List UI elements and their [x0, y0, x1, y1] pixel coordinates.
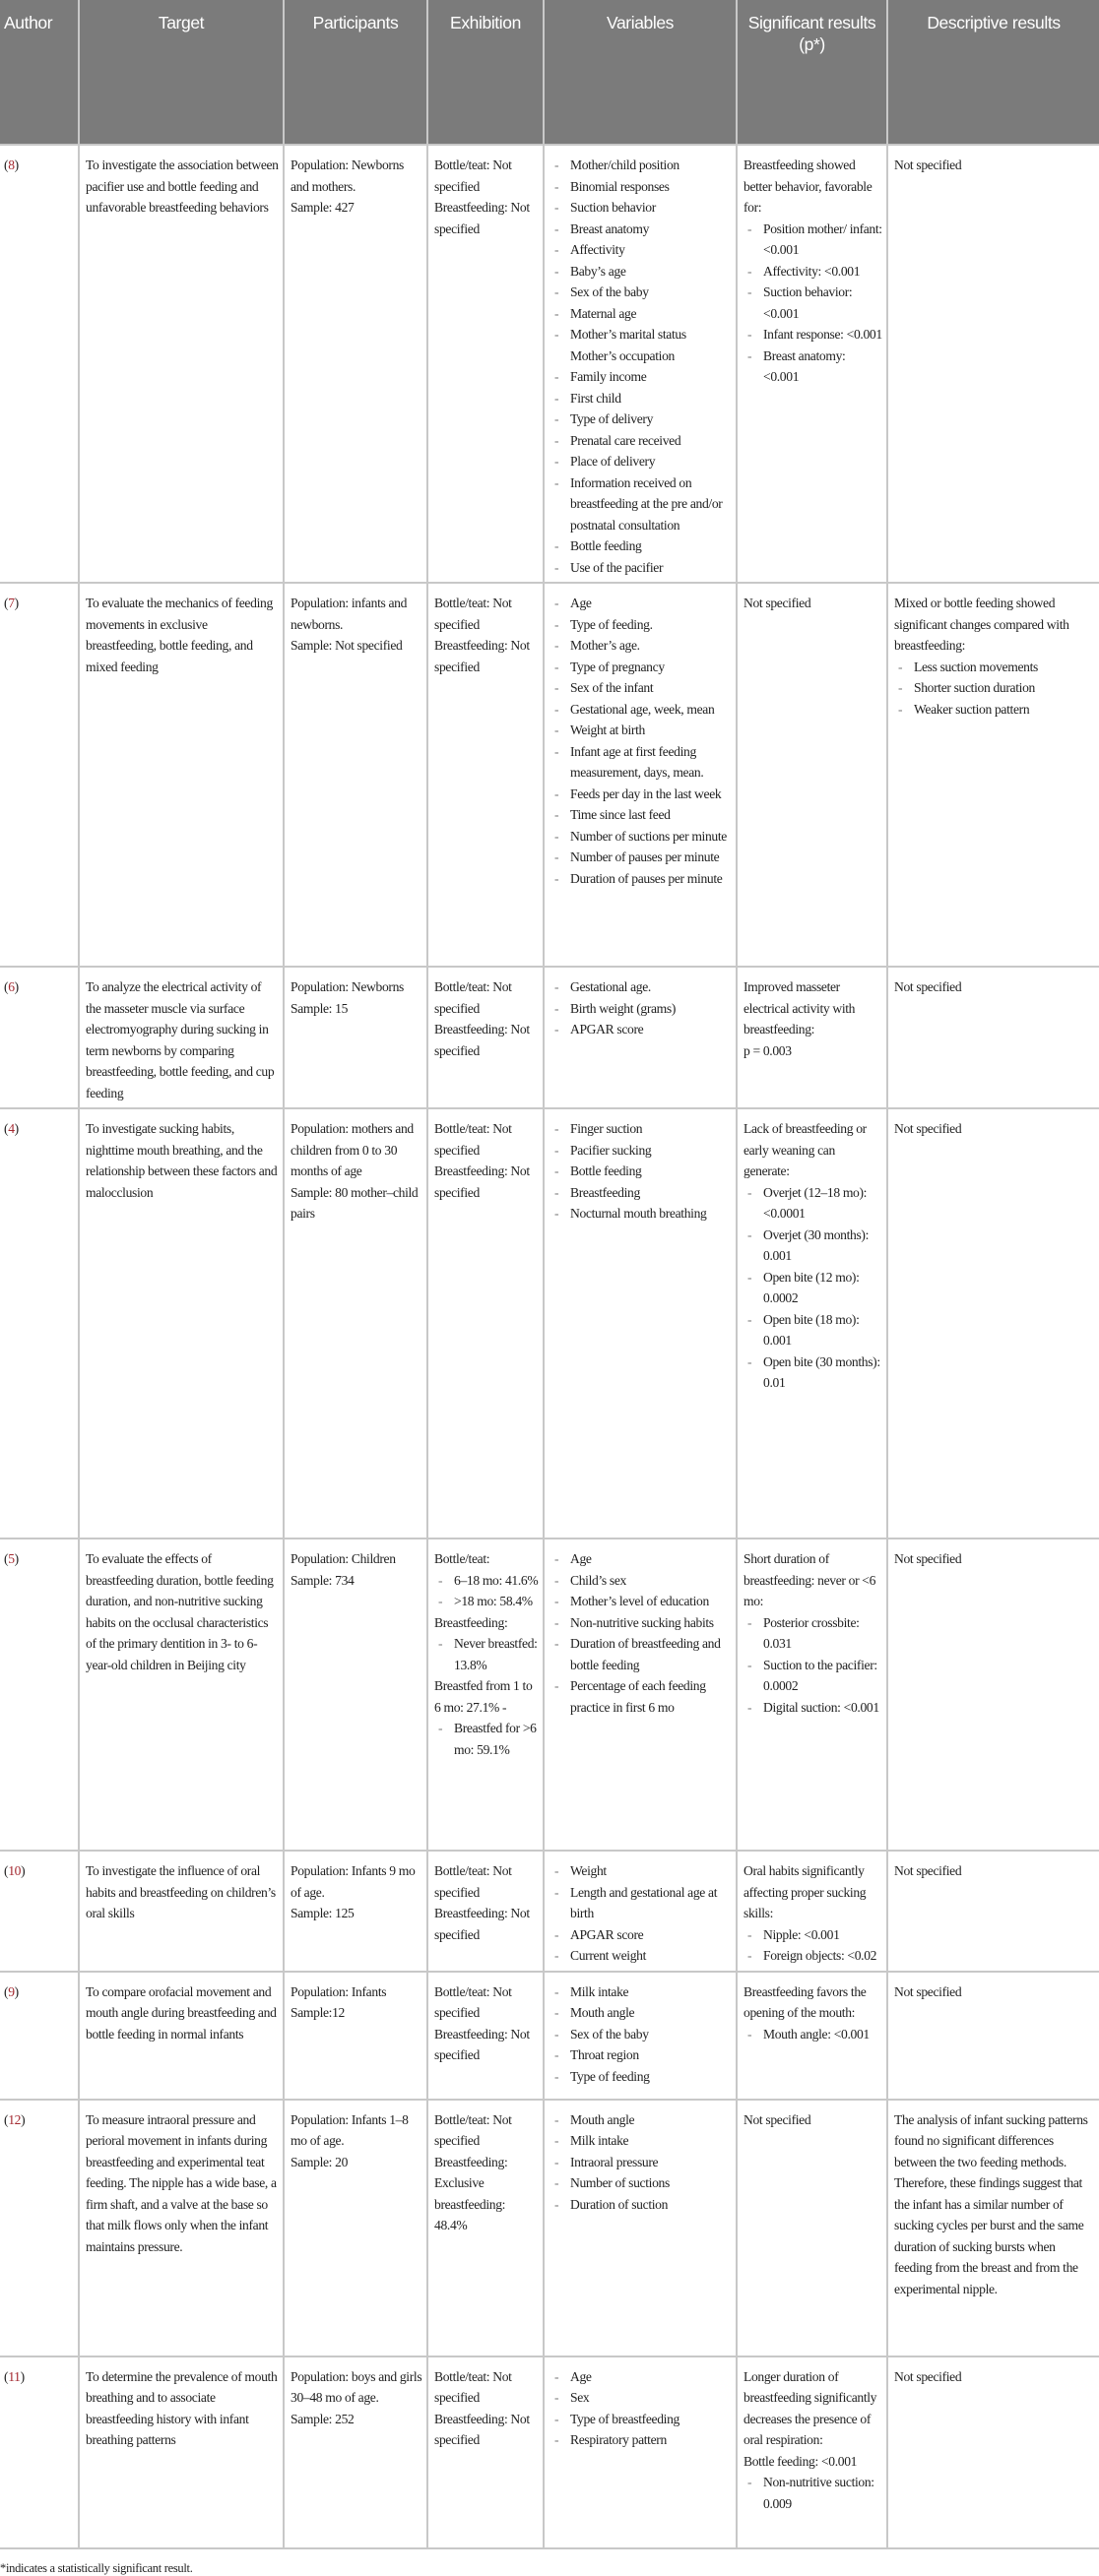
bullet-item: - Nipple: <0.001: [743, 1924, 882, 1946]
header-exhibition: Exhibition: [427, 0, 544, 145]
cell-text: Population: mothers and children from 0 to 30 months of age: [291, 1121, 414, 1178]
bullet-item: - Respiratory pattern: [550, 2429, 732, 2451]
cell-text: To investigate the association between pacifier use and bottle feeding and unfavorable breastfeeding behaviors: [86, 157, 279, 215]
cell-text: Not specified: [743, 596, 811, 610]
bullet-item: - Nocturnal mouth breathing: [550, 1203, 732, 1225]
bullet-item: - Type of feeding.: [550, 614, 732, 636]
bullet-item: - Suction to the pacifier: 0.0002: [743, 1655, 882, 1697]
target-cell: [79, 1108, 284, 1539]
cell-text: Not specified: [743, 2111, 811, 2127]
table-row: [0, 1108, 1099, 1539]
cell-text: Population: infants and newborns.: [291, 596, 408, 632]
participants-cell: [284, 1108, 427, 1539]
header-descriptive-results: Descriptive results: [887, 0, 1099, 145]
table-body: [0, 145, 1099, 2548]
descriptive-results-cell: [887, 583, 1099, 967]
significant-results-cell: [737, 583, 887, 967]
bullet-item: - Breast anatomy: <0.001: [743, 346, 882, 388]
bullet-item: - Percentage of each feeding practice in first 6 mo: [550, 1675, 732, 1718]
significant-results-cell: [737, 1539, 887, 1851]
cell-text: Breastfeeding showed better behavior, favorable for:: [743, 157, 873, 215]
bullet-item: - Mother’s marital status: [550, 324, 732, 346]
author-cell: (4): [0, 1108, 79, 1539]
table-footnote: *indicates a statistically significant result.: [0, 2560, 193, 2575]
cell-text: Mother’s occupation: [570, 347, 675, 363]
cell-text: To determine the prevalence of mouth breathing and to associate breastfeeding history with infant breathing patterns: [86, 2368, 278, 2447]
exhibition-cell: [427, 2100, 544, 2356]
descriptive-results-cell: [887, 2356, 1099, 2548]
participants-cell: [284, 2100, 427, 2356]
bullet-item: - Mouth angle: <0.001: [743, 2024, 882, 2045]
cell-text: Population: Newborns and mothers.: [291, 157, 404, 194]
bullet-item: - Milk intake: [550, 2130, 732, 2152]
bullet-item: - Type of pregnancy: [550, 657, 732, 678]
significant-results-cell: [737, 2356, 887, 2548]
cell-text: Population: Infants 1–8 mo of age.: [291, 2111, 409, 2148]
exhibition-cell: [427, 1851, 544, 1972]
cell-text: Not specified: [894, 1551, 962, 1566]
significant-results-cell: [737, 145, 887, 583]
bullet-item: - Breast anatomy: [550, 219, 732, 240]
participants-cell: [284, 1539, 427, 1851]
cell-text: Bottle/teat: Not specified: [434, 596, 512, 632]
bullet-item: - Feeds per day in the last week: [550, 784, 732, 805]
significant-results-cell: [737, 967, 887, 1108]
bullet-item: - Mother’s age.: [550, 635, 732, 657]
author-cell: (6): [0, 967, 79, 1108]
header-target: Target: [79, 0, 284, 145]
cell-text: Bottle feeding: <0.001: [743, 2453, 858, 2469]
bullet-item: - Affectivity: [550, 239, 732, 261]
bullet-item: - Place of delivery: [550, 451, 732, 472]
cell-text: Therefore, these findings suggest that the infant has a similar number of sucking cycles per burst and the same duration of sucking bursts when feeding from the breast and from the experimental nipple.: [894, 2175, 1084, 2296]
cell-text: Breastfeeding: Not specified: [434, 638, 530, 674]
bullet-item: - Gestational age.: [550, 976, 732, 998]
variables-cell: [544, 2100, 737, 2356]
bullet-item: - Mother’s level of education: [550, 1591, 732, 1612]
cell-text: Sample: 15: [291, 1000, 349, 1016]
cell-text: Population: Infants: [291, 1983, 387, 1999]
bullet-item: - Type of feeding: [550, 2066, 732, 2088]
bullet-item: - Never breastfed: 13.8%: [434, 1633, 539, 1675]
significant-results-cell: [737, 1108, 887, 1539]
participants-cell: [284, 583, 427, 967]
cell-text: To investigate the influence of oral habits and breastfeeding on children’s oral skills: [86, 1863, 276, 1920]
exhibition-cell: [427, 145, 544, 583]
bullet-item: - Baby’s age: [550, 261, 732, 283]
cell-text: To compare orofacial movement and mouth angle during breastfeeding and bottle feeding in normal infants: [86, 1983, 277, 2042]
participants-cell: [284, 1851, 427, 1972]
bullet-item: - Milk intake: [550, 1981, 732, 2003]
bullet-item: - APGAR score: [550, 1924, 732, 1946]
bullet-item: - Type of delivery: [550, 408, 732, 430]
reference-link[interactable]: 10: [8, 1863, 22, 1878]
bullet-item: - Open bite (30 months): 0.01: [743, 1351, 882, 1394]
cell-text: Breastfeeding:: [434, 1614, 508, 1630]
cell-text: Breastfed from 1 to 6 mo: 27.1% -: [434, 1678, 533, 1715]
cell-text: To evaluate the mechanics of feeding movements in exclusive breastfeeding, bottle feeding, and mixed feeding: [86, 596, 273, 674]
target-cell: [79, 2356, 284, 2548]
bullet-item: - Type of breastfeeding: [550, 2409, 732, 2430]
bullet-item: - Suction behavior: [550, 197, 732, 219]
descriptive-results-cell: [887, 145, 1099, 583]
target-cell: [79, 1851, 284, 1972]
bullet-item: - Infant age at first feeding measurement, days, mean.: [550, 741, 732, 784]
bullet-item: - Mouth angle: [550, 2002, 732, 2024]
bullet-item: - Family income: [550, 366, 732, 388]
bullet-item: - Time since last feed: [550, 804, 732, 826]
header-significant-results: Significant results (p*): [737, 0, 887, 145]
cell-text: Bottle/teat: Not specified: [434, 2111, 512, 2148]
bullet-item: - Weight at birth: [550, 720, 732, 741]
descriptive-results-cell: [887, 1972, 1099, 2100]
bullet-item: - Number of suctions per minute: [550, 826, 732, 848]
cell-text: Breastfeeding: Not specified: [434, 1163, 530, 1200]
variables-cell: [544, 1972, 737, 2100]
bullet-item: - Shorter suction duration: [894, 677, 1095, 699]
header-author: Author: [0, 0, 79, 145]
reference-link[interactable]: 4: [8, 1121, 15, 1136]
bullet-item: - Weaker suction pattern: [894, 699, 1095, 721]
table-row: [0, 1539, 1099, 1851]
bullet-item: - Duration of suction: [550, 2194, 732, 2216]
descriptive-results-cell: [887, 2100, 1099, 2356]
table-row: [0, 1972, 1099, 2100]
cell-text: Longer duration of breastfeeding significantly decreases the presence of oral respiration:: [743, 2368, 877, 2447]
target-cell: [79, 583, 284, 967]
cell-text: Not specified: [894, 157, 962, 172]
cell-text: Not specified: [894, 1121, 962, 1136]
bullet-item: - APGAR score: [550, 1019, 732, 1040]
bullet-item: - Mother/child position: [550, 155, 732, 176]
cell-text: Not specified: [894, 979, 962, 994]
bullet-item: - Duration of pauses per minute: [550, 868, 732, 890]
bullet-item: - Prenatal care received: [550, 430, 732, 452]
cell-text: Short duration of breastfeeding: never or <6 mo:: [743, 1551, 876, 1608]
bullet-item: - Sex of the baby: [550, 282, 732, 303]
reference-link[interactable]: 7: [8, 596, 15, 610]
bullet-item: - Less suction movements: [894, 657, 1095, 678]
bullet-item: - Posterior crossbite: 0.031: [743, 1612, 882, 1655]
participants-cell: [284, 145, 427, 583]
cell-text: Sample: 252: [291, 2411, 355, 2426]
variables-cell: [544, 1851, 737, 1972]
author-cell: (5): [0, 1539, 79, 1851]
target-cell: [79, 2100, 284, 2356]
bullet-item: - Throat region: [550, 2044, 732, 2066]
descriptive-results-cell: [887, 967, 1099, 1108]
exhibition-cell: [427, 583, 544, 967]
bullet-item: - Open bite (12 mo): 0.0002: [743, 1267, 882, 1309]
reference-link[interactable]: 12: [8, 2111, 22, 2127]
bullet-item: - Current weight: [550, 1945, 732, 1967]
bullet-item: - Length and gestational age at birth: [550, 1882, 732, 1924]
reference-link[interactable]: 6: [8, 979, 15, 994]
exhibition-cell: [427, 1108, 544, 1539]
author-cell: (10): [0, 1851, 79, 1972]
target-cell: [79, 145, 284, 583]
exhibition-cell: [427, 2356, 544, 2548]
bullet-item: - Information received on breastfeeding at the pre and/or: [550, 472, 732, 515]
cell-text: Population: Newborns: [291, 979, 404, 994]
bullet-item: - Overjet (30 months): 0.001: [743, 1225, 882, 1267]
cell-text: Sample: 734: [291, 1572, 355, 1588]
bullet-item: - Maternal age: [550, 303, 732, 325]
bullet-item: - Use of the pacifier: [550, 557, 732, 579]
descriptive-results-cell: [887, 1539, 1099, 1851]
header-variables: Variables: [544, 0, 737, 145]
variables-cell: [544, 967, 737, 1108]
cell-text: To measure intraoral pressure and perioral movement in infants during breastfeeding and experimental teat feeding. The nipple has a wide base, a firm shaft, and a valve at the base so that milk flows only when the infant maintains pressure.: [86, 2111, 277, 2254]
bullet-item: - >18 mo: 58.4%: [434, 1591, 539, 1612]
cell-text: postnatal consultation: [570, 517, 680, 533]
cell-text: Breastfeeding favors the opening of the mouth:: [743, 1983, 867, 2020]
bullet-item: - Digital suction: <0.001: [743, 1697, 882, 1719]
cell-text: Sample: 20: [291, 2154, 349, 2169]
significant-results-cell: [737, 1851, 887, 1972]
cell-text: Bottle/teat: Not specified: [434, 1983, 512, 2020]
table-row: [0, 583, 1099, 967]
bullet-item: - Mouth angle: [550, 2109, 732, 2131]
reference-link[interactable]: 5: [8, 1551, 15, 1566]
cell-text: Not specified: [894, 2368, 962, 2384]
cell-text: Sample: 427: [291, 200, 355, 215]
cell-text: Breastfeeding: Not specified: [434, 2411, 530, 2447]
bullet-item: - Weight: [550, 1860, 732, 1882]
participants-cell: [284, 967, 427, 1108]
header-row: [0, 0, 1099, 145]
variables-cell: [544, 1108, 737, 1539]
exhibition-cell: [427, 967, 544, 1108]
cell-text: Sample: Not specified: [291, 638, 403, 653]
exhibition-cell: [427, 1972, 544, 2100]
table-row: [0, 1851, 1099, 1972]
cell-text: To evaluate the effects of breastfeeding duration, bottle feeding duration, and non-nutritive sucking habits on the occlusal characteristics of the primary dentition in 3- to 6-year-old children in Beijing city: [86, 1551, 274, 1672]
table-row: [0, 2100, 1099, 2356]
bullet-item: - Number of pauses per minute: [550, 847, 732, 868]
bullet-item: - Infant response: <0.001: [743, 324, 882, 346]
participants-cell: [284, 1972, 427, 2100]
bullet-item: - Binomial responses: [550, 176, 732, 198]
bullet-item: - Intraoral pressure: [550, 2152, 732, 2173]
bullet-item: - First child: [550, 388, 732, 409]
bullet-item: - Finger suction: [550, 1118, 732, 1140]
bullet-item: - Number of suctions: [550, 2172, 732, 2194]
reference-link[interactable]: 9: [8, 1983, 15, 1999]
cell-text: Bottle/teat: Not specified: [434, 2368, 512, 2405]
table-row: [0, 2356, 1099, 2548]
cell-text: Breastfeeding: Not specified: [434, 1022, 530, 1058]
author-cell: (8): [0, 145, 79, 583]
bullet-item: - Position mother/ infant: <0.001: [743, 219, 882, 261]
target-cell: [79, 1972, 284, 2100]
variables-cell: [544, 1539, 737, 1851]
descriptive-results-cell: [887, 1108, 1099, 1539]
target-cell: [79, 967, 284, 1108]
cell-text: Bottle/teat: Not specified: [434, 1121, 512, 1158]
bullet-item: - Foreign objects: <0.02: [743, 1945, 882, 1967]
bullet-item: - Overjet (12–18 mo): <0.0001: [743, 1182, 882, 1225]
cell-text: Improved masseter electrical activity with breastfeeding:: [743, 979, 856, 1037]
bullet-item: - Sex: [550, 2387, 732, 2409]
cell-text: Bottle/teat: Not specified: [434, 157, 512, 194]
table-row: [0, 145, 1099, 583]
reference-link[interactable]: 8: [8, 157, 15, 172]
cell-text: Bottle/teat: Not specified: [434, 1863, 512, 1900]
cell-text: Breastfeeding: Not specified: [434, 1906, 530, 1942]
author-cell: (9): [0, 1972, 79, 2100]
bullet-item: - Age: [550, 2366, 732, 2388]
cell-text: Bottle/teat: Not specified: [434, 979, 512, 1016]
variables-cell: [544, 145, 737, 583]
author-cell: (7): [0, 583, 79, 967]
significant-results-cell: [737, 1972, 887, 2100]
bullet-item: - Child’s sex: [550, 1570, 732, 1592]
bullet-item: - Age: [550, 593, 732, 614]
bullet-item: - Sex of the infant: [550, 677, 732, 699]
bullet-item: - Bottle feeding: [550, 535, 732, 557]
variables-cell: [544, 2356, 737, 2548]
cell-text: Sample: 80 mother–child pairs: [291, 1184, 419, 1221]
bullet-item: - Birth weight (grams): [550, 998, 732, 1020]
table-row: [0, 967, 1099, 1108]
significant-results-cell: [737, 2100, 887, 2356]
cell-text: Oral habits significantly affecting proper sucking skills:: [743, 1863, 867, 1920]
bullet-item: - Non-nutritive suction: 0.009: [743, 2472, 882, 2514]
cell-text: p = 0.003: [743, 1042, 792, 1058]
author-cell: (12): [0, 2100, 79, 2356]
bullet-item: - Duration of breastfeeding and bottle feeding: [550, 1633, 732, 1675]
bullet-item: - Suction behavior: <0.001: [743, 282, 882, 324]
cell-text: To investigate sucking habits, nighttime mouth breathing, and the relationship between these factors and malocclusion: [86, 1121, 278, 1200]
descriptive-results-cell: [887, 1851, 1099, 1972]
bullet-item: - Non-nutritive sucking habits: [550, 1612, 732, 1634]
bullet-item: - Bottle feeding: [550, 1161, 732, 1182]
cell-text: The analysis of infant sucking patterns found no significant differences between the two feeding methods.: [894, 2111, 1088, 2169]
bullet-item: - Open bite (18 mo): 0.001: [743, 1309, 882, 1351]
participants-cell: [284, 2356, 427, 2548]
bullet-item: - Age: [550, 1548, 732, 1570]
cell-text: Bottle/teat:: [434, 1551, 490, 1566]
cell-text: Not specified: [894, 1863, 962, 1878]
cell-text: Breastfeeding: Not specified: [434, 200, 530, 236]
cell-text: Sample: 125: [291, 1906, 355, 1920]
cell-text: To analyze the electrical activity of the masseter muscle via surface electromyography during sucking in term newborns by comparing breastfeeding, bottle feeding, and cup feeding: [86, 979, 275, 1100]
exhibition-cell: [427, 1539, 544, 1851]
variables-cell: [544, 583, 737, 967]
bullet-item: - 6–18 mo: 41.6%: [434, 1570, 539, 1592]
bullet-item: - Pacifier sucking: [550, 1140, 732, 1162]
cell-text: Not specified: [894, 1983, 962, 1999]
bullet-item: - Sex of the baby: [550, 2024, 732, 2045]
cell-text: Breastfeeding: Exclusive breastfeeding: 48.4%: [434, 2154, 508, 2232]
cell-text: Population: boys and girls 30–48 mo of age.: [291, 2368, 422, 2405]
reference-link[interactable]: 11: [8, 2368, 21, 2384]
target-cell: [79, 1539, 284, 1851]
cell-text: Mixed or bottle feeding showed significant changes compared with breastfeeding:: [894, 596, 1069, 653]
cell-text: Breastfeeding: Not specified: [434, 2026, 530, 2062]
cell-text: Sample:12: [291, 2005, 345, 2020]
header-participants: Participants: [284, 0, 427, 145]
cell-text: Lack of breastfeeding or early weaning can generate:: [743, 1121, 867, 1178]
author-cell: (11): [0, 2356, 79, 2548]
cell-text: Population: Infants 9 mo of age.: [291, 1863, 416, 1900]
bullet-item: - Breastfeeding: [550, 1182, 732, 1204]
bullet-item: - Gestational age, week, mean: [550, 699, 732, 721]
bullet-item: - Breastfed for >6 mo: 59.1%: [434, 1718, 539, 1760]
bullet-item: - Affectivity: <0.001: [743, 261, 882, 283]
cell-text: Population: Children: [291, 1551, 396, 1566]
